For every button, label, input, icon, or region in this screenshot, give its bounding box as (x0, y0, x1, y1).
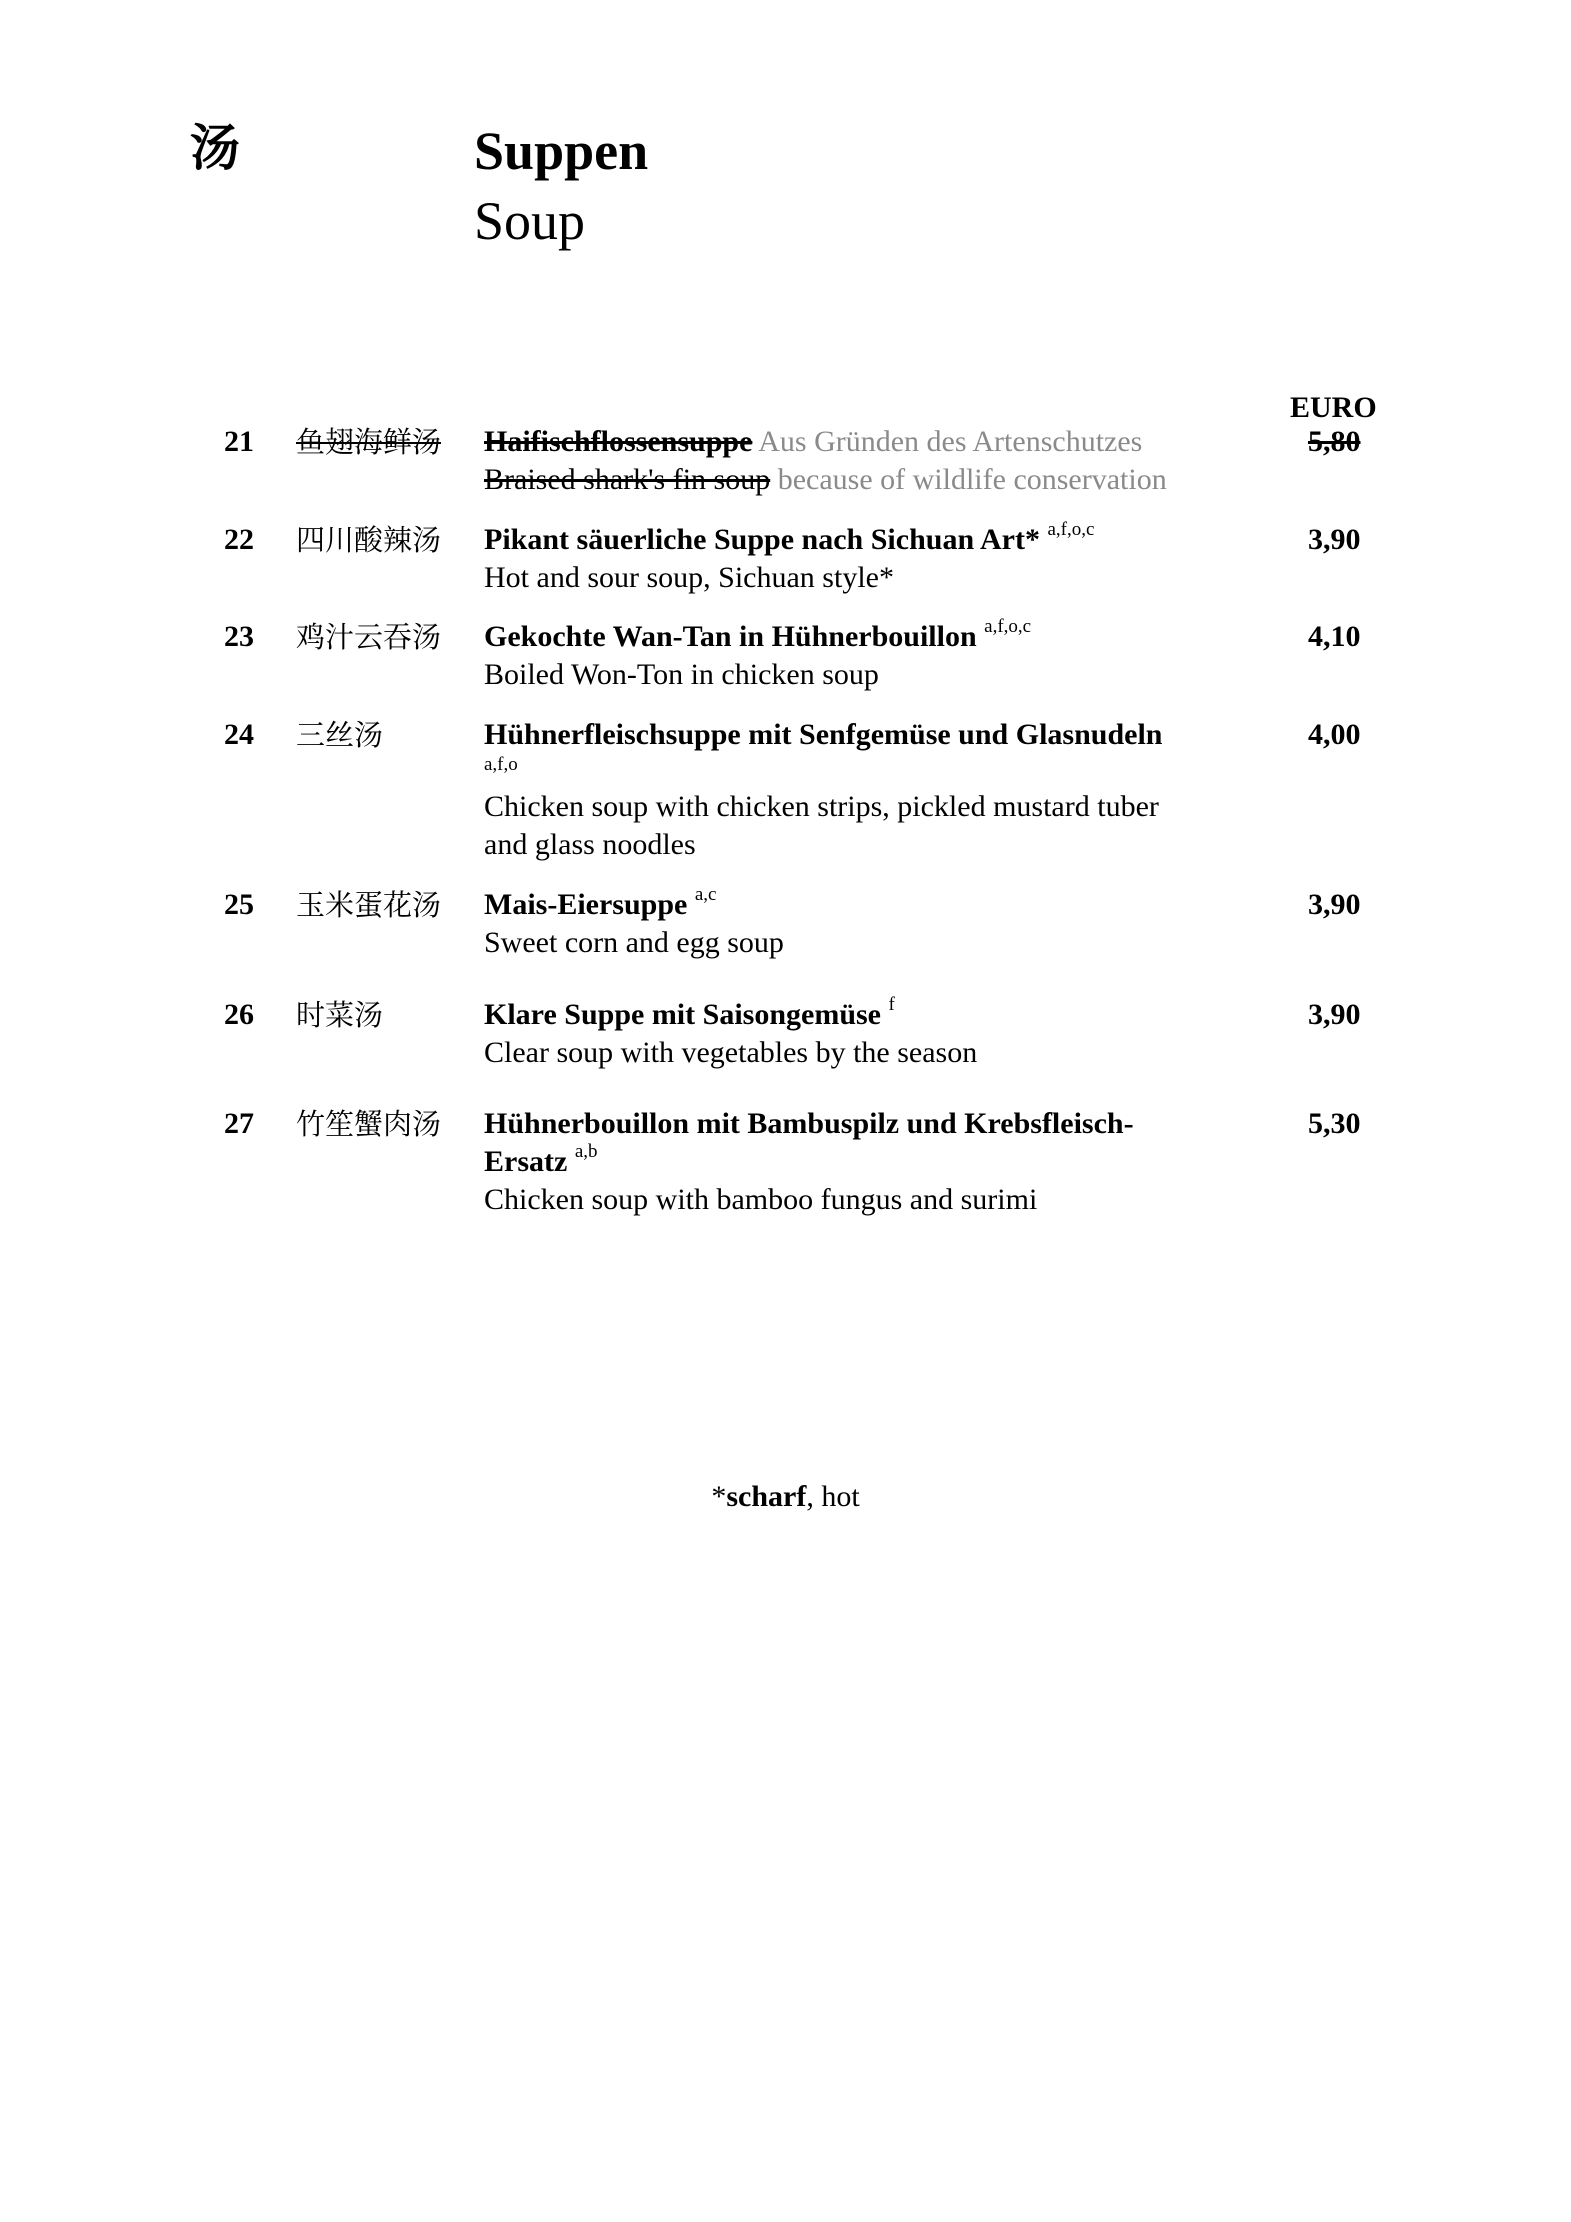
item-chinese-name: 鱼翅海鲜汤 (296, 425, 442, 459)
item-number: 24 (224, 718, 254, 751)
item-chinese-name: 竹笙蟹肉汤 (296, 1107, 442, 1141)
item-allergens: a,f,o (484, 754, 518, 775)
item-note-english: because of wildlife conservation (777, 463, 1167, 496)
item-name-german: Hühnerbouillon mit Bambuspilz und Krebsfleisch-Ersatz (484, 1107, 1134, 1178)
section-title-english: Soup (474, 191, 586, 251)
item-name-german: Pikant säuerliche Suppe nach Sichuan Art* (484, 523, 1040, 556)
footnote-asterisk: * (711, 1480, 727, 1513)
item-price: 5,30 (1308, 1107, 1361, 1140)
section-title-german: Suppen (474, 121, 649, 181)
item-description (484, 886, 1244, 962)
item-name-german: Hühnerfleischsuppe mit Senfgemüse und Glasnudeln (484, 718, 1163, 751)
item-name-english: Hot and sour soup, Sichuan style* (484, 561, 894, 594)
item-name-german: Klare Suppe mit Saisongemüse (484, 998, 881, 1031)
item-name-english: Sweet corn and egg soup (484, 926, 784, 959)
item-name-english: Braised shark's fin soup (484, 463, 771, 496)
item-description (484, 1105, 1204, 1219)
item-chinese-name: 三丝汤 (296, 718, 384, 752)
item-description (484, 716, 1244, 864)
item-allergens: a,f,o,c (1047, 519, 1095, 540)
item-name-english: Clear soup with vegetables by the season (484, 1036, 978, 1069)
item-description (484, 996, 1244, 1072)
item-name-german: Mais-Eiersuppe (484, 888, 688, 921)
item-chinese-name: 鸡汁云吞汤 (296, 620, 442, 654)
item-name-english: Boiled Won-Ton in chicken soup (484, 658, 879, 691)
item-note-german: Aus Gründen des Artenschutzes (758, 425, 1143, 458)
section-chinese-title: 汤 (190, 119, 240, 177)
item-price: 3,90 (1308, 888, 1361, 921)
item-name-german: Haifischflossensuppe (484, 425, 753, 458)
item-allergens: f (888, 994, 895, 1015)
item-description (484, 423, 1244, 499)
item-allergens: a,b (574, 1141, 598, 1162)
item-name-english: Chicken soup with chicken strips, pickled mustard tuber and glass noodles (484, 790, 1159, 861)
item-chinese-name: 玉米蛋花汤 (296, 888, 442, 922)
item-name-english: Chicken soup with bamboo fungus and surimi (484, 1183, 1038, 1216)
item-price: 4,00 (1308, 718, 1361, 751)
item-description (484, 521, 1244, 597)
item-price: 3,90 (1308, 523, 1361, 556)
item-price: 3,90 (1308, 998, 1361, 1031)
currency-header: EURO (1290, 391, 1377, 424)
item-allergens: a,f,o,c (984, 616, 1032, 637)
item-number: 25 (224, 888, 254, 921)
footnote-english: , hot (806, 1480, 860, 1513)
footnote-german: scharf (726, 1480, 807, 1513)
item-description (484, 618, 1244, 694)
spicy-footnote (0, 1478, 1571, 1516)
item-number: 26 (224, 998, 254, 1031)
item-chinese-name: 时菜汤 (296, 998, 384, 1032)
item-number: 21 (224, 425, 254, 458)
item-price: 4,10 (1308, 620, 1361, 653)
item-allergens: a,c (694, 884, 717, 905)
item-price: 5,80 (1308, 425, 1361, 458)
item-number: 27 (224, 1107, 254, 1140)
item-number: 22 (224, 523, 254, 556)
item-name-german: Gekochte Wan-Tan in Hühnerbouillon (484, 620, 977, 653)
item-chinese-name: 四川酸辣汤 (296, 523, 442, 557)
item-number: 23 (224, 620, 254, 653)
